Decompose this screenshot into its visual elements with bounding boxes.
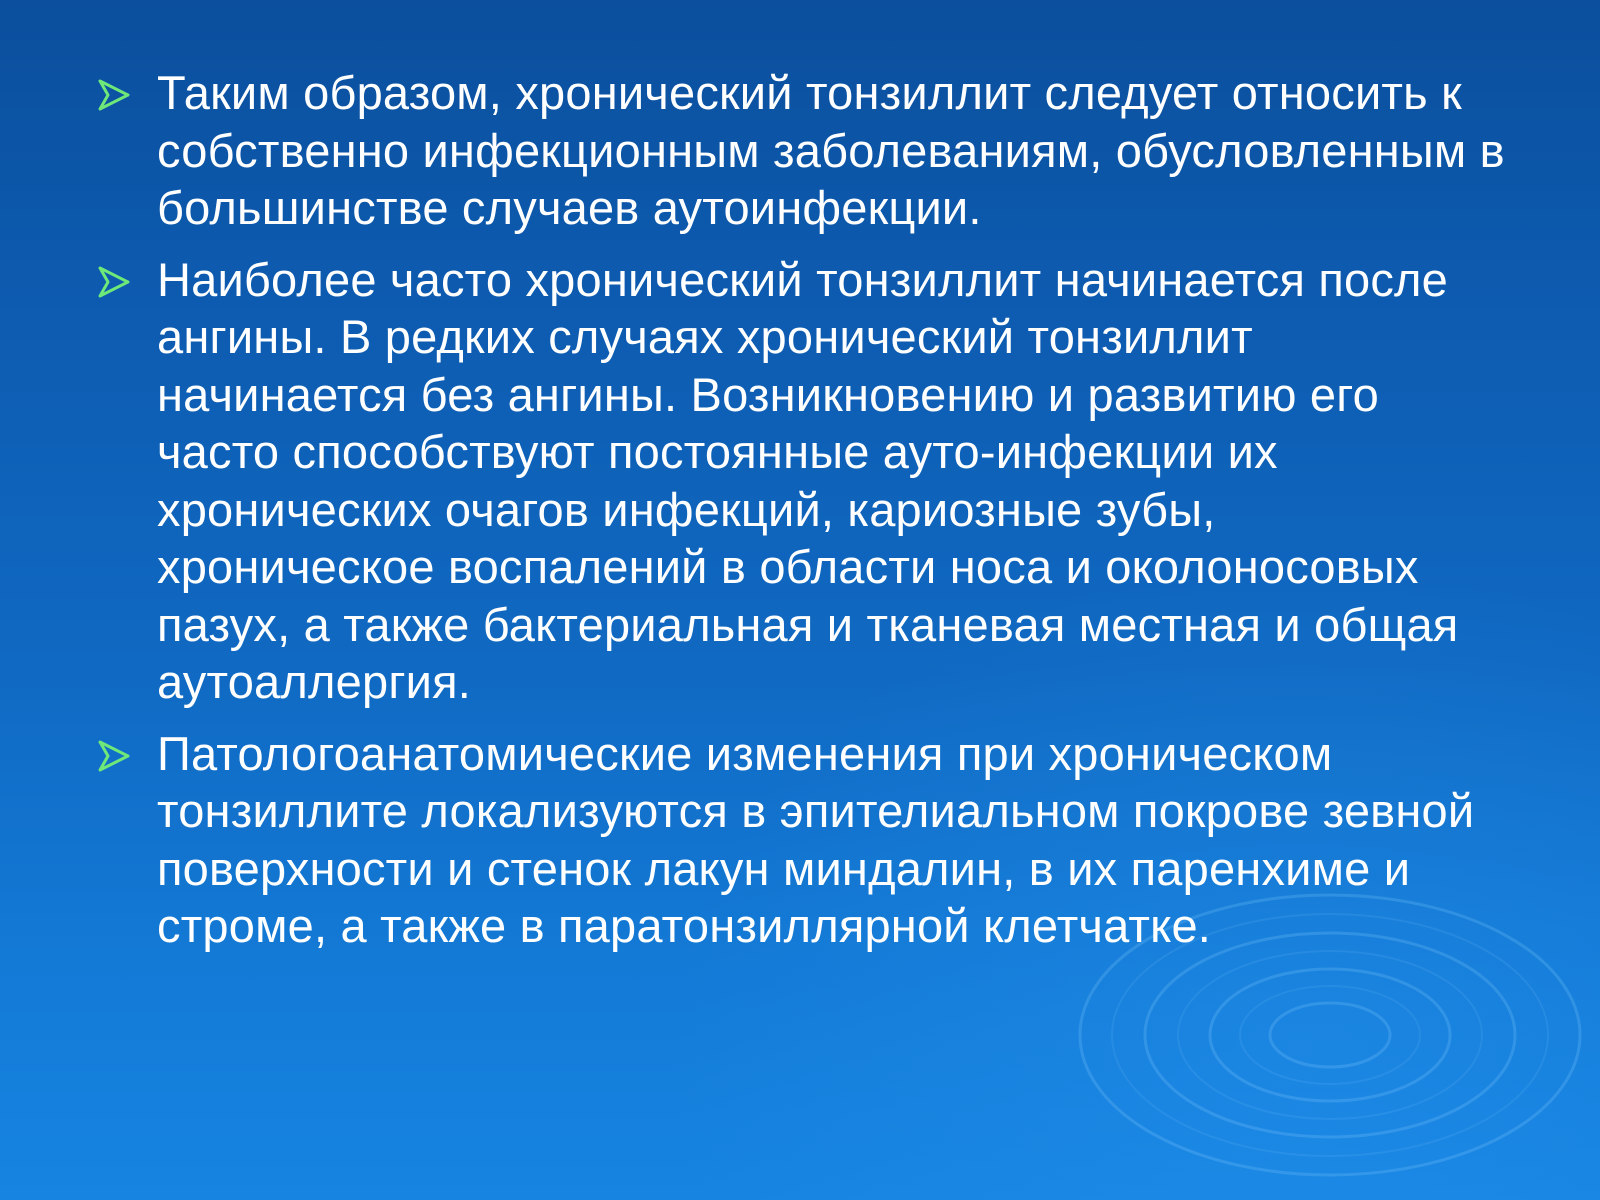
bullet-list (95, 64, 1505, 955)
slide-content (95, 64, 1505, 969)
arrowhead-bullet-icon (97, 265, 131, 299)
bullet-item (95, 725, 1505, 955)
bullet-item (95, 251, 1505, 711)
bullet-item (95, 64, 1505, 237)
bullet-text: Патологоанатомические изменения при хроническом тонзиллите локализуются в эпителиальном покрове зевной поверхности и стенок лакун миндалин, в их паренхиме и строме, а также в паратонзиллярной клетчатке. (157, 726, 1475, 952)
bullet-text: Таким образом, хронический тонзиллит следует относить к собственно инфекционным заболеваниям, обусловленным в большинстве случаев аутоинфекции. (157, 66, 1505, 234)
bullet-text: Наиболее часто хронический тонзиллит начинается после ангины. В редких случаях хронический тонзиллит начинается без ангины. Возникновению и развитию его часто способствуют постоянные ауто-инфекции их хронических очагов инфекций, кариозные зубы, хроническое воспалений в области носа и околоносовых пазух, а также бактериальная и тканевая местная и общая аутоаллергия. (157, 252, 1459, 708)
arrowhead-bullet-icon (97, 78, 131, 112)
arrowhead-bullet-icon (97, 739, 131, 773)
